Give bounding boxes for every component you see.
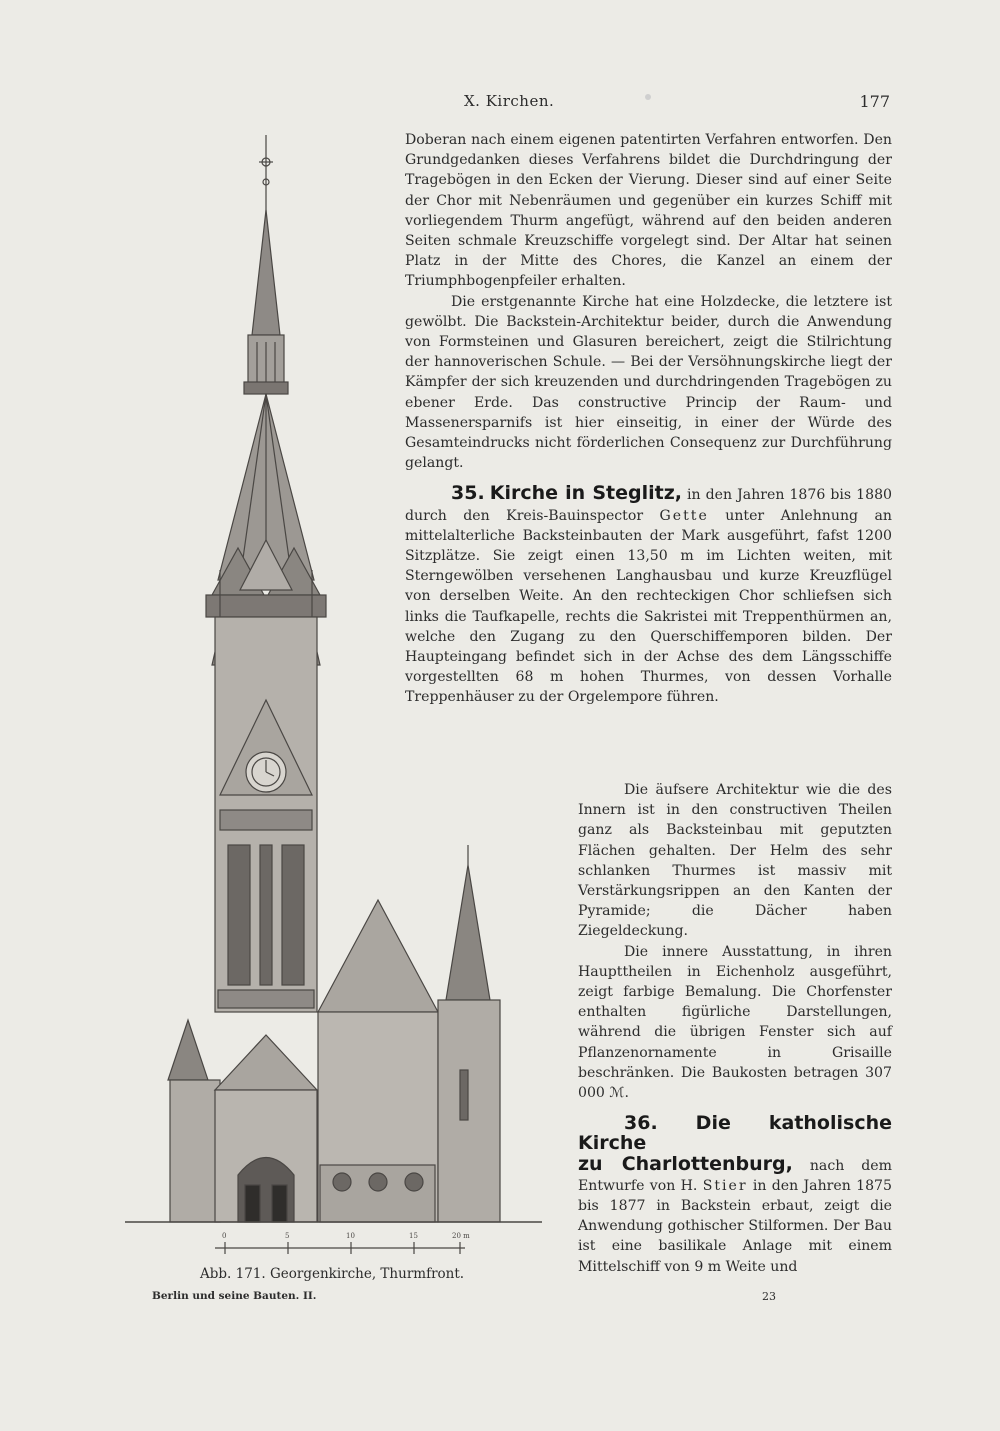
scale-label-10: 10 bbox=[346, 1232, 355, 1240]
section-36-author: Stier bbox=[702, 1177, 748, 1194]
page-number: 177 bbox=[859, 92, 890, 111]
paragraph-1: Doberan nach einem eigenen patentirten Verfahren entworfen. Den Grundgedanken dieses Verfahrens bildet die Durchdringung der Tragebögen in den Ecken der Vierung. Dieser sind auf einer Seite der Chor mit Nebenräumen und gegenüber ein kurzes Schiff mit vorliegendem Thurm angefügt, während auf den beiden anderen Seiten schmale Kreuzschiffe vorgelegt sind. Der Altar hat seinen Platz in der Mitte des Chores, die Kanzel an einem der Triumphbogenpfeiler erhalten. bbox=[405, 132, 892, 290]
scale-label-5: 5 bbox=[285, 1232, 290, 1240]
side-turret bbox=[438, 1000, 500, 1222]
section-36-text-a: nach dem Entwurfe von H. bbox=[578, 1157, 893, 1194]
belfry-window-right bbox=[282, 845, 304, 985]
paper-speck bbox=[645, 94, 651, 100]
scale-label-15: 15 bbox=[409, 1232, 418, 1240]
book-title-footer: Berlin und seine Bauten. II. bbox=[152, 1290, 317, 1302]
paragraph-5: Die innere Ausstattung, in ihren Haupttheilen in Eichenholz ausgeführt, zeigt farbige Bemalung. Die Chorfenster enthalten figürliche Darstellungen, während die übrigen Fenster sich auf Pflanzenornamente in Grisaille beschränken. Die Baukosten betragen 307 000 ℳ. bbox=[578, 943, 892, 1102]
text-column bbox=[405, 130, 892, 708]
scale-label-20: 20 m bbox=[452, 1232, 470, 1240]
text-column-narrow bbox=[578, 780, 892, 1277]
section-35-title: Kirche in Steglitz, bbox=[489, 482, 683, 505]
side-turret-roof bbox=[446, 865, 490, 1000]
nave-gable bbox=[318, 900, 438, 1012]
running-title: X. Kirchen. bbox=[464, 92, 555, 110]
section-36 bbox=[578, 1113, 892, 1277]
paragraph-2: Die erstgenannte Kirche hat eine Holzdecke, die letztere ist gewölbt. Die Backstein-Architektur beider, durch die Anwendung von Formsteinen und Glasuren bereichert, zeigt die Stilrichtung der hannoverischen Schule. — Bei der Versöhnungskirche liegt der Kämpfer der sich kreuzenden und durchdringenden Tragebögen zu ebener Erde. Das constructive Princip der Raum- und Massenersparnifs ist hier einseitig, in einer der Würde des Gesamteindrucks nicht förderlichen Consequenz zur Durchführung gelangt. bbox=[405, 293, 892, 472]
spire-tip bbox=[252, 210, 280, 335]
section-36-text-b: in den Jahren 1875 bis 1877 in Backstein erbaut, zeigt die Anwendung gothischer Stilformen. Der Bau ist eine basilikale Anlage mit einem Mittelschiff von 9 m Weite und bbox=[578, 1177, 892, 1275]
section-35-text-b: unter Anlehnung an mittelalterliche Backsteinbauten der Mark ausgeführt, fafst 1200 Sitzplätze. Sie zeigt einen 13,50 m im Lichten weiten, mit Sterngewölben versehenen Langhausbau und kurze Kreuzflügel von derselben Weite. An den rechteckigen Chor schliefsen sich links die Taufkapelle, rechts die Sakristei mit Treppenthürmen an, welche den Zugang zu den Querschiffemporen bilden. Der Haupteingang befindet sich in der Achse des dem Längsschiffe vorgestellten 68 m hohen Thurmes, von dessen Vorhalle Treppenhäuser zu der Orgelempore führen. bbox=[405, 507, 892, 706]
signature-mark: 23 bbox=[762, 1290, 776, 1303]
figure-caption: Abb. 171. Georgenkirche, Thurmfront. bbox=[200, 1266, 465, 1282]
section-35-author: Gette bbox=[659, 507, 709, 524]
section-35 bbox=[405, 483, 892, 707]
section-35-number: 35. bbox=[451, 482, 485, 505]
belfry-window-left bbox=[228, 845, 250, 985]
section-36-title-line1: 36. Die katholische Kirche bbox=[578, 1112, 892, 1155]
section-35-text-a: in den Jahren 1876 bis 1880 durch den Kreis-Bauinspector bbox=[405, 487, 893, 524]
paragraph-4: Die äufsere Architektur wie die des Innern ist in den constructiven Theilen ganz als Backsteinbau mit geputzten Flächen gehalten. Der Helm des sehr schlanken Thurmes ist massiv mit Verstärkungsrippen an den Kanten der Pyramide; die Dächer haben Ziegeldeckung. bbox=[578, 782, 892, 940]
section-36-title-line2: zu Charlottenburg, bbox=[578, 1152, 793, 1175]
scale-label-0: 0 bbox=[222, 1232, 227, 1240]
